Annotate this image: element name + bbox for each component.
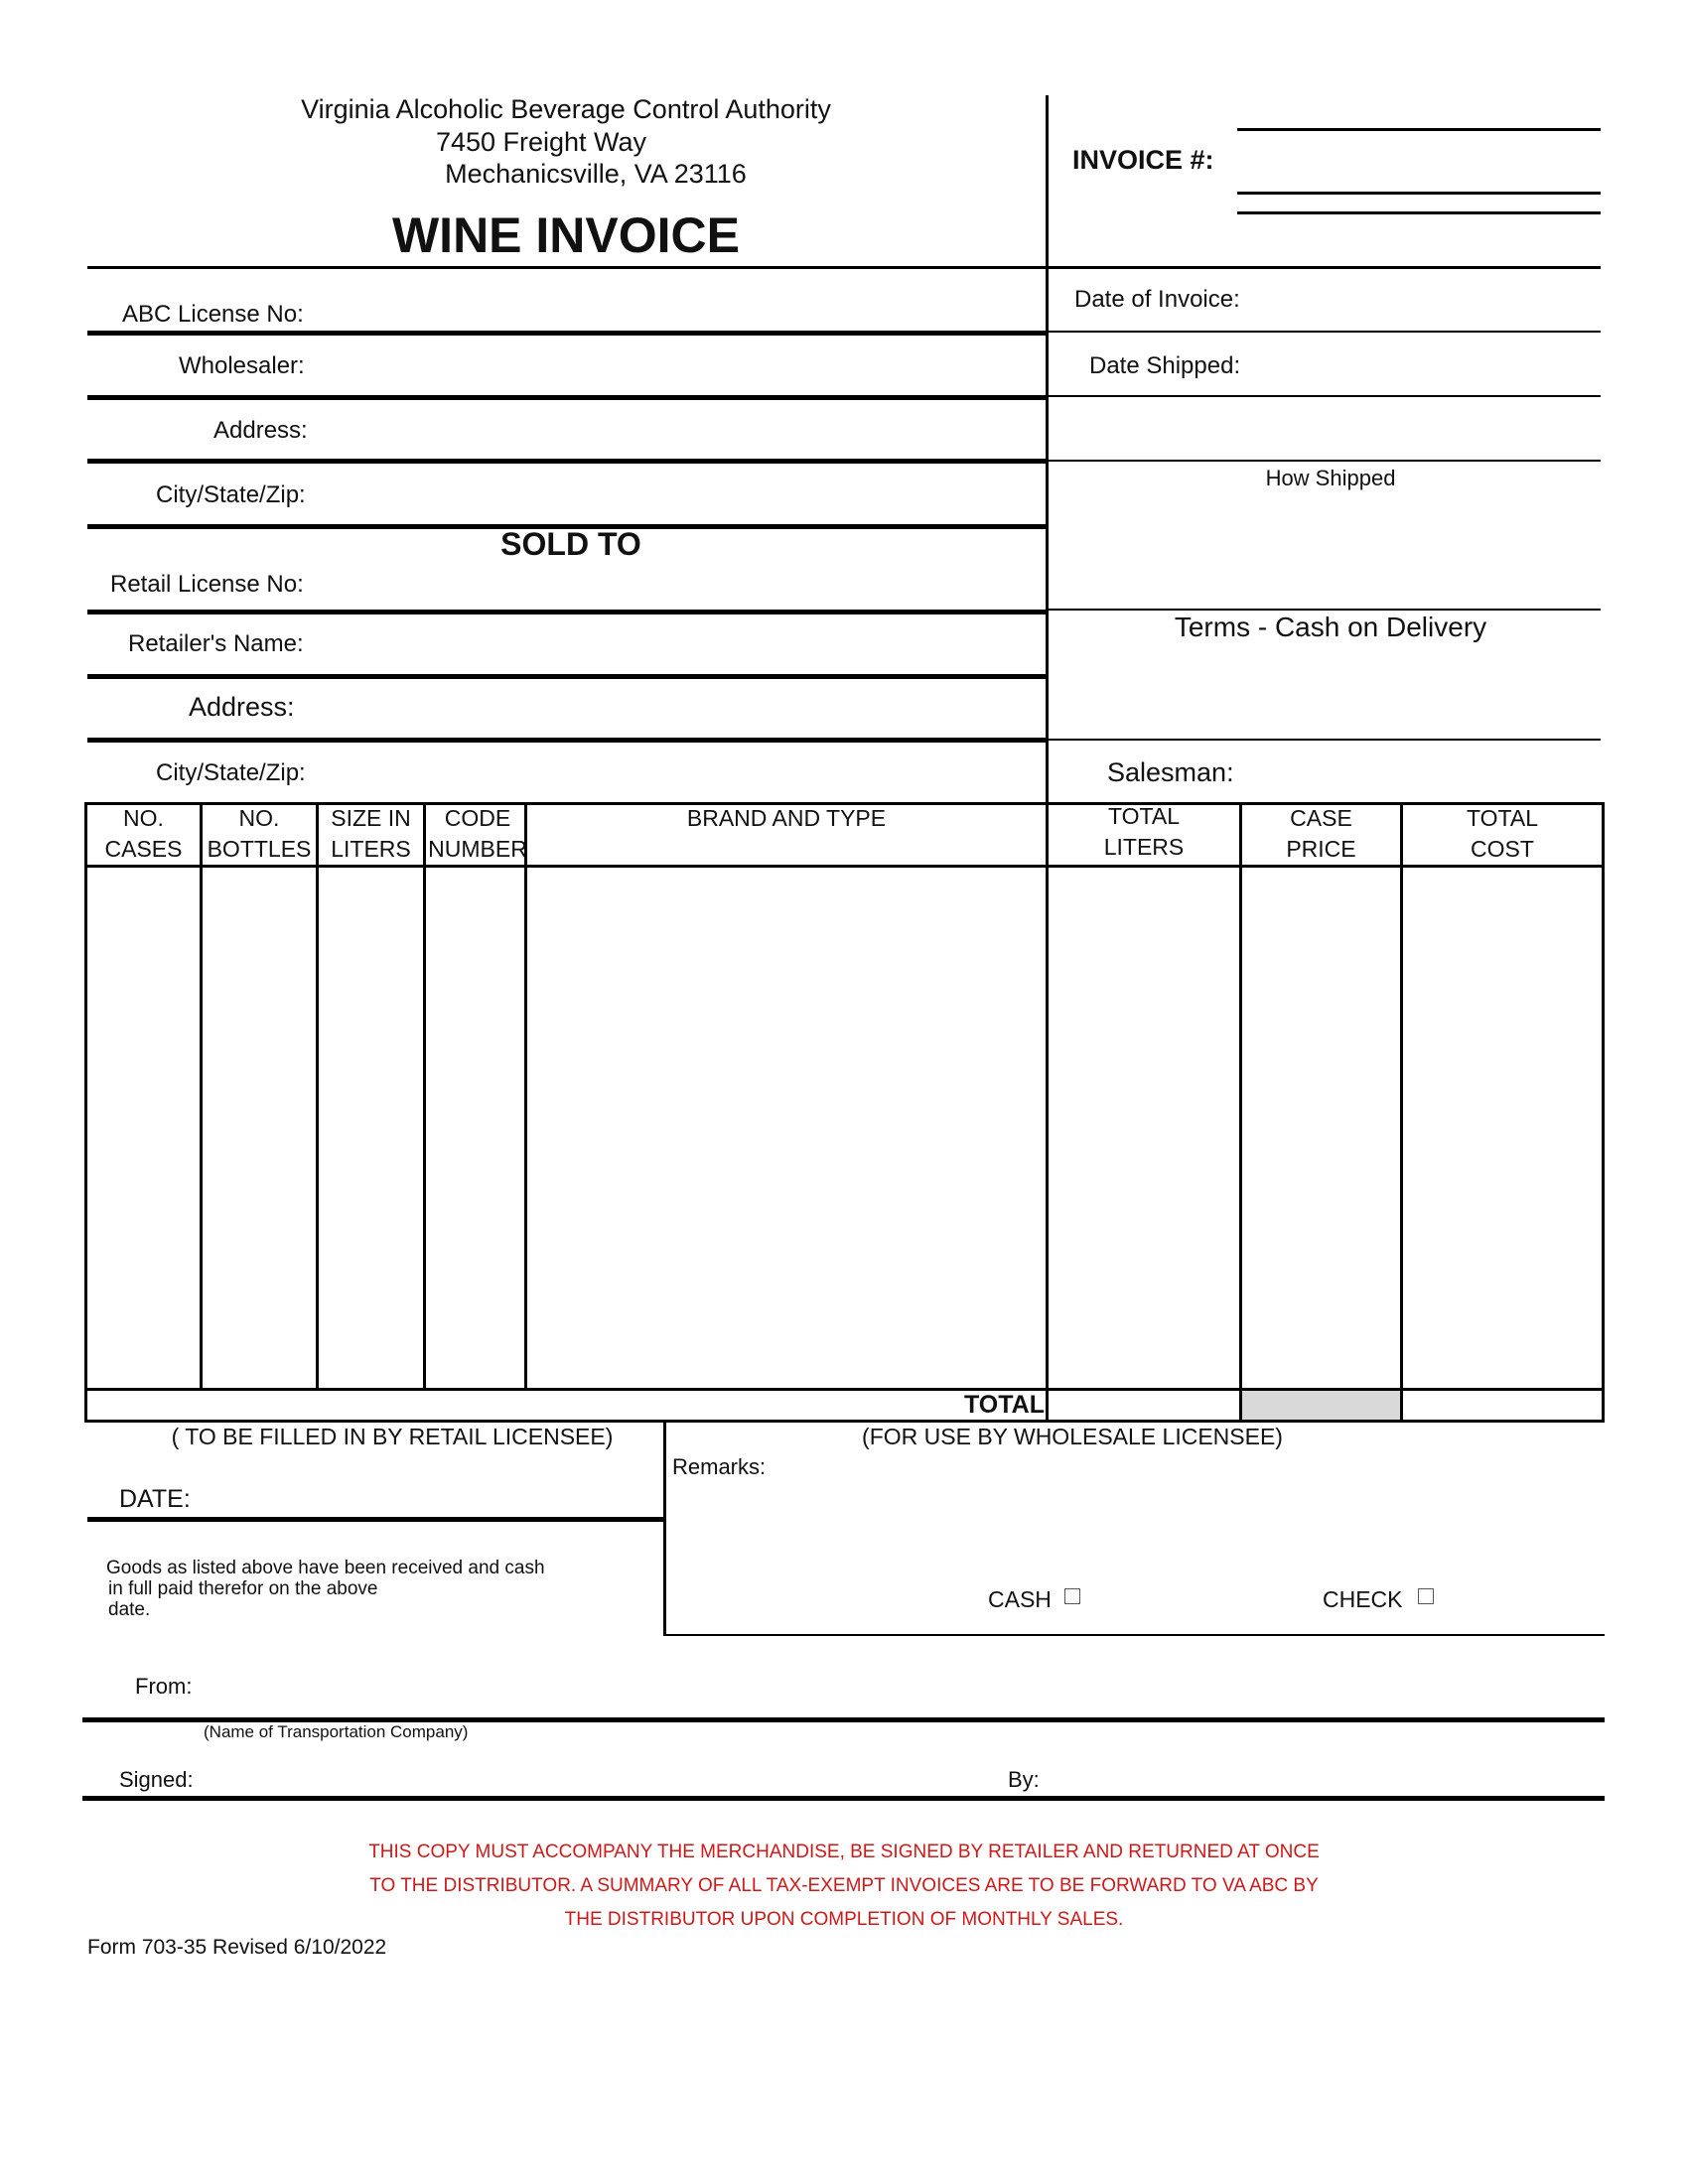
retailer-city-label: City/State/Zip:: [156, 759, 306, 786]
blank-field-line: [1048, 460, 1601, 462]
col-header-line: CASES: [104, 836, 183, 862]
retailer-address-label: Address:: [189, 692, 295, 722]
col-divider: [423, 802, 426, 1391]
col-header-line: COST: [1471, 836, 1534, 862]
receipt-note: [106, 1558, 545, 1620]
form-title: WINE INVOICE: [391, 207, 741, 263]
retail-date-line: [87, 1517, 664, 1522]
col-header-cases: [87, 803, 200, 865]
remarks-label: Remarks:: [672, 1454, 767, 1479]
sold-to-heading: SOLD TO: [500, 526, 641, 562]
date-of-invoice-label: Date of Invoice:: [1074, 286, 1240, 313]
check-checkbox[interactable]: [1418, 1588, 1434, 1604]
transport-note: (Name of Transportation Company): [204, 1722, 469, 1741]
col-divider: [200, 802, 203, 1391]
invoice-number-label: INVOICE #:: [1072, 145, 1214, 175]
total-case-price-shaded-cell: [1242, 1391, 1400, 1420]
wholesaler-city-label: City/State/Zip:: [156, 481, 306, 508]
wholesaler-address-label: Address:: [213, 417, 308, 444]
invoice-number-line: [1237, 128, 1601, 131]
how-shipped-line: [1048, 609, 1601, 611]
col-header-line: LITERS: [1103, 834, 1185, 860]
terms-line: [1048, 739, 1601, 741]
col-divider: [1046, 802, 1049, 1423]
col-header-line: TOTAL: [1467, 805, 1538, 831]
col-header-line: NO.: [238, 805, 280, 831]
col-header-code: [426, 803, 529, 865]
how-shipped-label: How Shipped: [1265, 466, 1396, 490]
signed-label: Signed:: [119, 1767, 194, 1792]
check-label: CHECK: [1323, 1586, 1403, 1612]
col-divider: [1400, 802, 1403, 1423]
retail-section-heading: ( TO BE FILLED IN BY RETAIL LICENSEE): [171, 1424, 614, 1449]
table-header-rule: [84, 865, 1605, 868]
date-shipped-label: Date Shipped:: [1089, 352, 1241, 379]
col-header-line: BRAND AND TYPE: [686, 805, 887, 831]
invoice-number-line: [1237, 192, 1601, 195]
col-header-line: PRICE: [1286, 836, 1356, 862]
wholesale-section-heading: (FOR USE BY WHOLESALE LICENSEE): [862, 1424, 1283, 1449]
cash-checkbox[interactable]: [1064, 1588, 1080, 1604]
notice-line: THIS COPY MUST ACCOMPANY THE MERCHANDISE, BE SIGNED BY RETAILER AND RETURNED AT ONCE: [368, 1842, 1320, 1862]
table-bottom-border: [84, 1420, 1605, 1423]
col-header-line: CASE: [1290, 805, 1352, 831]
col-header-line: LITERS: [331, 836, 411, 862]
authority-street: 7450 Freight Way: [435, 127, 647, 157]
wholesaler-label: Wholesaler:: [179, 352, 305, 379]
authority-city: Mechanicsville, VA 23116: [445, 159, 747, 189]
col-header-line: BOTTLES: [207, 836, 312, 862]
authority-name: Virginia Alcoholic Beverage Control Authority: [301, 94, 831, 124]
col-header-line: NO.: [123, 805, 164, 831]
retail-date-label: DATE:: [119, 1485, 191, 1513]
abc-license-line: [87, 331, 1048, 336]
terms-label: Terms - Cash on Delivery: [1174, 612, 1487, 642]
receipt-note-line: date.: [108, 1599, 151, 1620]
wholesaler-line: [87, 395, 1048, 400]
notice: [199, 1836, 1489, 1937]
retail-license-label: Retail License No:: [110, 571, 304, 598]
col-header-line: SIZE IN: [331, 805, 411, 831]
invoice-number-line: [1237, 211, 1601, 214]
col-header-line: NUMBER: [428, 836, 527, 862]
col-header-case-price: [1242, 803, 1400, 865]
header-rule: [87, 266, 1601, 269]
date-shipped-line: [1048, 395, 1601, 397]
retailer-name-label: Retailer's Name:: [128, 630, 304, 657]
salesman-label: Salesman:: [1107, 757, 1234, 787]
cash-label: CASH: [988, 1586, 1052, 1612]
by-label: By:: [1008, 1767, 1040, 1792]
retailer-address-line: [87, 738, 1048, 743]
col-header-brand: [527, 803, 1046, 834]
col-divider: [524, 802, 527, 1391]
receipt-note-line: in full paid therefor on the above: [108, 1578, 378, 1599]
col-header-total-liters: [1049, 801, 1239, 863]
col-divider: [1239, 802, 1242, 1423]
retailer-name-line: [87, 674, 1048, 679]
wholesaler-address-line: [87, 459, 1048, 464]
notice-line: TO THE DISTRIBUTOR. A SUMMARY OF ALL TAX-EXEMPT INVOICES ARE TO BE FORWARD TO VA ABC BY: [369, 1875, 1319, 1896]
date-of-invoice-line: [1048, 331, 1601, 333]
signed-line: [82, 1796, 1605, 1801]
retail-license-line: [87, 610, 1048, 614]
col-header-line: TOTAL: [1108, 803, 1180, 829]
form-id: Form 703-35 Revised 6/10/2022: [87, 1936, 387, 1959]
col-header-line: CODE: [444, 805, 511, 831]
notice-line: THE DISTRIBUTOR UPON COMPLETION OF MONTHLY SALES.: [564, 1909, 1124, 1930]
col-header-total-cost: [1403, 803, 1602, 865]
abc-license-label: ABC License No:: [122, 301, 304, 328]
col-header-size: [319, 803, 423, 865]
total-label: TOTAL: [963, 1391, 1045, 1419]
col-divider: [316, 802, 319, 1391]
from-label: From:: [135, 1674, 193, 1699]
col-header-bottles: [203, 803, 316, 865]
receipt-note-line: Goods as listed above have been received and cash: [106, 1558, 545, 1578]
wholesale-box-bottom: [663, 1634, 1605, 1636]
lower-divider: [663, 1421, 666, 1636]
table-right-border: [1602, 802, 1605, 1423]
header-divider: [1046, 95, 1049, 802]
table-left-border: [84, 802, 87, 1423]
